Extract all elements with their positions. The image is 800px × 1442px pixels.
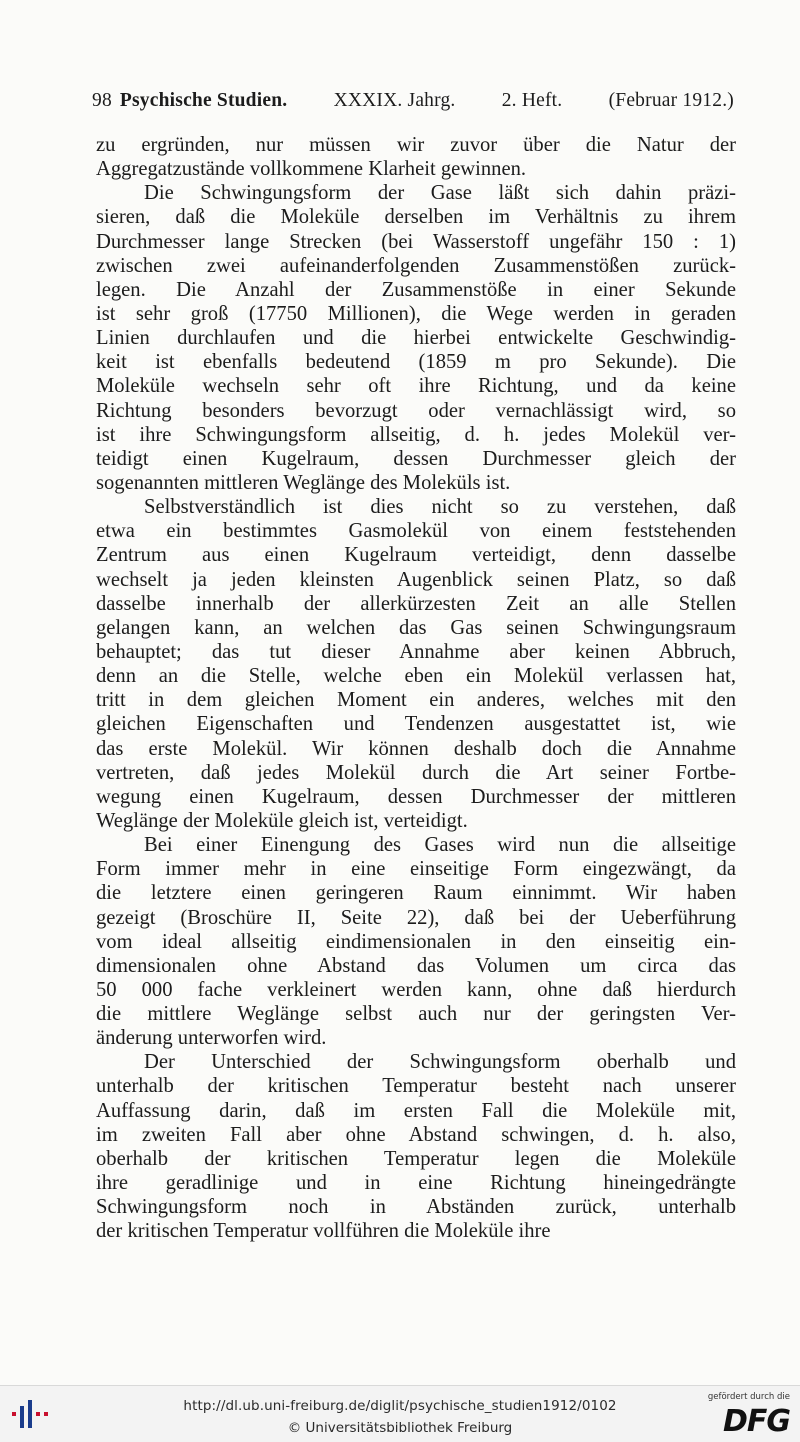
text-line: Durchmesser lange Strecken (bei Wasserstoff ungefähr 150 : 1) xyxy=(96,230,736,253)
text-line: Moleküle wechseln sehr oft ihre Richtung, und da keine xyxy=(96,375,736,398)
text-line: Weglänge der Moleküle gleich ist, verteidigt. xyxy=(96,809,468,832)
text-line: Der Unterschied der Schwingungsform oberhalb und xyxy=(144,1051,736,1074)
text-line: keit ist ebenfalls bedeutend (1859 m pro Sekunde). Die xyxy=(96,351,736,374)
text-line: Die Schwingungsform der Gase läßt sich dahin präzi- xyxy=(144,182,736,205)
journal-title: Psychische Studien. xyxy=(119,90,288,111)
text-line: tritt in dem gleichen Moment ein anderes, welches mit den xyxy=(96,689,736,712)
text-line: Zentrum aus einen Kugelraum verteidigt, denn dasselbe xyxy=(96,544,736,567)
text-line: das erste Molekül. Wir können deshalb doch die Annahme xyxy=(96,737,736,760)
text-line: oberhalb der kritischen Temperatur legen die Moleküle xyxy=(96,1147,736,1170)
text-line: denn an die Stelle, welche eben ein Molekül verlassen hat, xyxy=(96,665,736,688)
text-line: dimensionalen ohne Abstand das Volumen um circa das xyxy=(96,954,736,977)
text-line: wegung einen Kugelraum, dessen Durchmesser der mittleren xyxy=(96,785,736,808)
text-line: vertreten, daß jedes Molekül durch die Art seiner Fortbe- xyxy=(96,761,736,784)
dfg-logo-icon: DFG xyxy=(722,1404,790,1439)
text-line: behauptet; das tut dieser Annahme aber keinen Abbruch, xyxy=(96,640,736,663)
text-line: gezeigt (Broschüre II, Seite 22), daß bei der Ueberführung xyxy=(96,906,736,929)
text-line: zwischen zwei aufeinanderfolgenden Zusammenstößen zurück- xyxy=(96,254,736,277)
body-text xyxy=(96,133,736,1243)
text-line: wechselt ja jeden kleinsten Augenblick seinen Platz, so daß xyxy=(96,568,736,591)
text-line: sogenannten mittleren Weglänge des Moleküls ist. xyxy=(96,471,511,494)
source-url[interactable]: http://dl.ub.uni-freiburg.de/diglit/psychische_studien1912/0102 xyxy=(183,1398,617,1414)
text-line: Bei einer Einengung des Gases wird nun die allseitige xyxy=(144,834,736,857)
dfg-caption: gefördert durch die xyxy=(707,1392,790,1402)
text-line: die mittlere Weglänge selbst auch nur der geringsten Ver- xyxy=(96,1003,736,1026)
text-line: vom ideal allseitig eindimensionalen in den einseitig ein- xyxy=(96,930,736,953)
text-line: etwa ein bestimmtes Gasmolekül von einem feststehenden xyxy=(96,520,736,543)
text-line: gelangen kann, an welchen das Gas seinen Schwingungsraum xyxy=(96,616,736,639)
text-line: unterhalb der kritischen Temperatur besteht nach unserer xyxy=(96,1075,736,1098)
text-line: ihre geradlinige und in eine Richtung hineingedrängte xyxy=(96,1172,736,1195)
text-line: zu ergründen, nur müssen wir zuvor über die Natur der xyxy=(96,134,736,156)
dfg-logo[interactable] xyxy=(704,1392,790,1438)
text-line: dasselbe innerhalb der allerkürzesten Zeit an alle Stellen xyxy=(96,592,736,615)
text-line: Auffassung darin, daß im ersten Fall die Moleküle mit, xyxy=(96,1099,736,1122)
issue: 2. Heft. xyxy=(501,90,563,111)
viewer-footer xyxy=(0,1385,800,1442)
issue-date: (Februar 1912.) xyxy=(608,90,734,111)
text-line: Richtung besonders bevorzugt oder vernachlässigt wird, so xyxy=(96,399,736,422)
copyright-notice: © Universitätsbibliothek Freiburg xyxy=(287,1420,513,1436)
text-line: Selbstverständlich ist dies nicht so zu verstehen, daß xyxy=(144,496,736,519)
text-line: der kritischen Temperatur vollführen die Moleküle ihre xyxy=(96,1220,551,1243)
text-line: 50 000 fache verkleinert werden kann, ohne daß hierdurch xyxy=(96,978,736,1001)
text-line: Schwingungsform noch in Abständen zurück, unterhalb xyxy=(96,1196,736,1219)
running-header xyxy=(92,90,734,112)
page-number: 98 xyxy=(92,90,112,111)
text-line: sieren, daß die Moleküle derselben im Verhältnis zu ihrem xyxy=(96,206,736,229)
text-line: im zweiten Fall aber ohne Abstand schwingen, d. h. also, xyxy=(96,1123,736,1146)
text-line: legen. Die Anzahl der Zusammenstöße in einer Sekunde xyxy=(96,278,736,301)
text-line: Aggregatzustände vollkommene Klarheit gewinnen. xyxy=(96,158,527,181)
text-line: Linien durchlaufen und die hierbei entwickelte Geschwindig- xyxy=(96,327,736,350)
volume: XXXIX. Jahrg. xyxy=(333,90,456,111)
text-line: ist ihre Schwingungsform allseitig, d. h. jedes Molekül ver- xyxy=(96,423,736,446)
text-line: ist sehr groß (17750 Millionen), die Wege werden in geraden xyxy=(96,302,736,325)
text-line: änderung unterworfen wird. xyxy=(96,1027,327,1050)
text-line: gleichen Eigenschaften und Tendenzen ausgestattet ist, wie xyxy=(96,713,736,736)
text-line: Form immer mehr in eine einseitige Form eingezwängt, da xyxy=(96,858,736,881)
text-line: die letztere einen geringeren Raum einnimmt. Wir haben xyxy=(96,882,736,905)
text-line: teidigt einen Kugelraum, dessen Durchmesser gleich der xyxy=(96,447,736,470)
